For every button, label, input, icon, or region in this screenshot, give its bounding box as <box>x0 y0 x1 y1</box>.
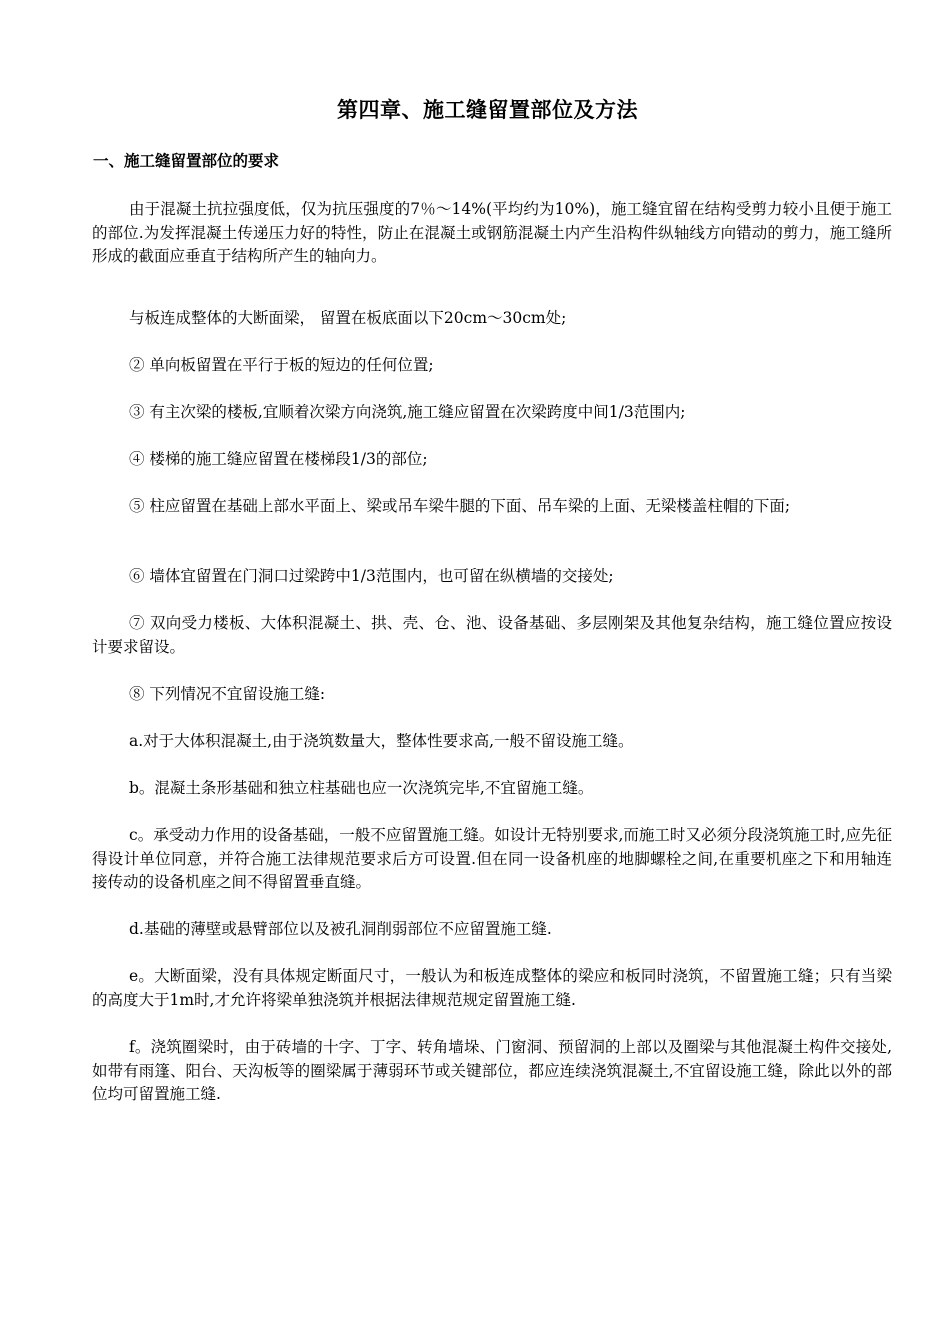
paragraph-item-a: a.对于大体积混凝土,由于浇筑数量大，整体性要求高,一般不留设施工缝。 <box>129 732 634 750</box>
paragraph-column: ⑤ 柱应留置在基础上部水平面上、梁或吊车梁牛腿的下面、吊车梁的上面、无梁楼盖柱帽的下面; <box>129 497 791 515</box>
paragraph-not-suitable: ⑧ 下列情况不宜留设施工缝: <box>129 685 326 703</box>
paragraph-complex-structure: ⑦ 双向受力楼板、大体积混凝土、拱、壳、仓、池、设备基础、多层刚架及其他复杂结构，施工缝位置应按设计要求留设。 <box>92 614 892 656</box>
paragraph-item-e: e。大断面梁，没有具体规定断面尺寸，一般认为和板连成整体的梁应和板同时浇筑，不留置施工缝；只有当梁的高度大于1m时,才允许将梁单独浇筑并根据法律规范规定留置施工缝. <box>92 967 892 1009</box>
paragraph-item-d: d.基础的薄壁或悬臂部位以及被孔洞削弱部位不应留置施工缝. <box>129 920 552 938</box>
paragraph-item-c: c。承受动力作用的设备基础，一般不应留置施工缝。如设计无特别要求,而施工时又必须分段浇筑施工时,应先征得设计单位同意，并符合施工法律规范要求后方可设置.但在同一设备机座的地脚螺栓之间,在重要机座之下和用轴连接传动的设备机座之间不得留置垂直缝。 <box>92 826 892 891</box>
paragraph-intro: 由于混凝土抗拉强度低，仅为抗压强度的7％～14%(平均约为10%)，施工缝宜留在结构受剪力较小且便于施工的部位.为发挥混凝土传递压力好的特性，防止在混凝土或钢筋混凝土内产生沿构件纵轴线方向错动的剪力，施工缝所形成的截面应垂直于结构所产生的轴向力。 <box>92 200 892 265</box>
paragraph-beam: 与板连成整体的大断面梁， 留置在板底面以下20cm～30cm处; <box>129 309 567 327</box>
section-heading: 一、施工缝留置部位的要求 <box>93 152 280 170</box>
paragraph-stairs: ④ 楼梯的施工缝应留置在楼梯段1/3的部位; <box>129 450 428 468</box>
chapter-title: 第四章、施工缝留置部位及方法 <box>337 98 638 122</box>
paragraph-item-b: b。混凝土条形基础和独立柱基础也应一次浇筑完毕,不宜留施工缝。 <box>129 779 594 797</box>
paragraph-wall: ⑥ 墙体宜留置在门洞口过梁跨中1/3范围内，也可留在纵横墙的交接处; <box>129 567 614 585</box>
paragraph-one-way-slab: ② 单向板留置在平行于板的短边的任何位置; <box>129 356 434 374</box>
paragraph-main-secondary-beam: ③ 有主次梁的楼板,宜顺着次梁方向浇筑,施工缝应留置在次梁跨度中间1/3范围内; <box>129 403 686 421</box>
paragraph-item-f: f。浇筑圈梁时，由于砖墙的十字、丁字、转角墙垛、门窗洞、预留洞的上部以及圈梁与其他混凝土构件交接处,如带有雨篷、阳台、天沟板等的圈梁属于薄弱环节或关键部位，都应连续浇筑混凝土,不宜留设施工缝，除此以外的部位均可留置施工缝. <box>92 1038 892 1103</box>
